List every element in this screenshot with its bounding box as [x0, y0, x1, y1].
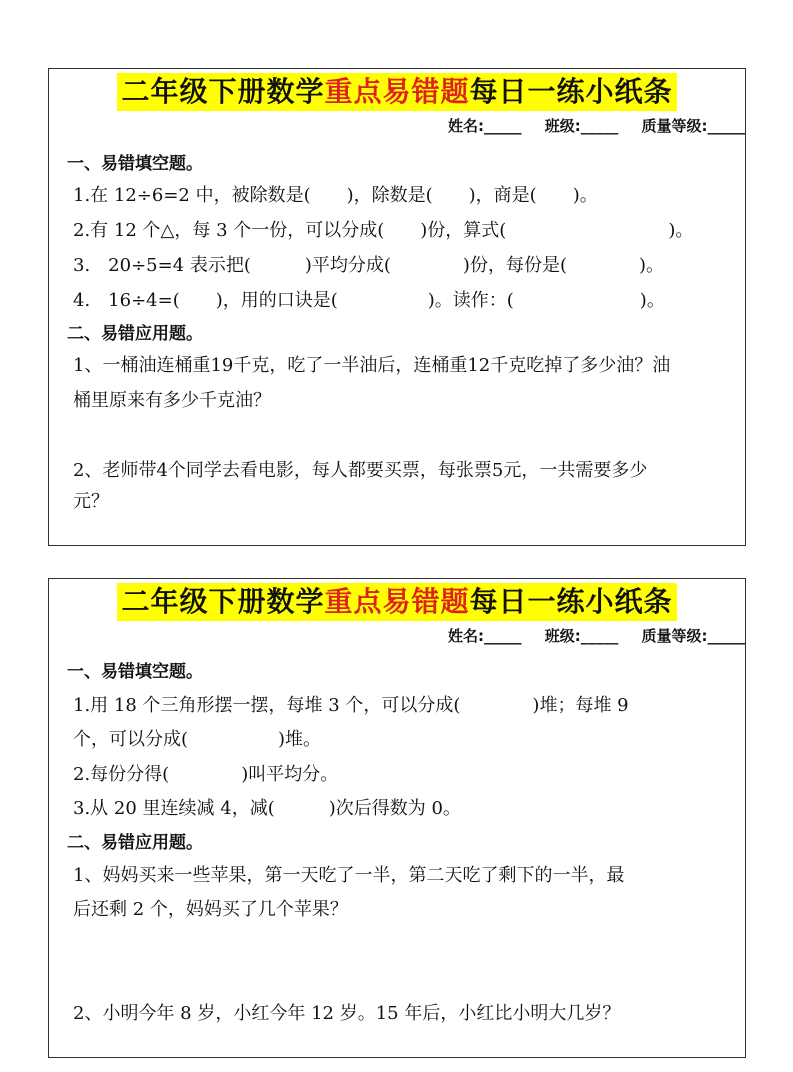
question-line: 3. 20÷5=4 表示把( )平均分成( )份，每份是( )。	[73, 255, 665, 276]
grade-field[interactable]: 质量等级:_____	[641, 627, 745, 645]
title-row	[49, 73, 745, 113]
section-heading-application: 二、易错应用题。	[67, 833, 203, 853]
title-suffix: 每日一练小纸条	[469, 75, 673, 108]
question-line: 后还剩 2 个，妈妈买了几个苹果？	[73, 899, 348, 920]
class-field[interactable]: 班级:_____	[544, 117, 619, 135]
question-line: 2.每份分得( )叫平均分。	[73, 764, 339, 785]
title-row	[49, 583, 745, 623]
title-highlight: 重点易错题	[324, 585, 470, 618]
worksheet-card-1	[48, 68, 746, 546]
question-line: 2、小明今年 8 岁，小红今年 12 岁。15 年后，小红比小明大几岁？	[73, 1003, 621, 1024]
name-field[interactable]: 姓名:_____	[448, 117, 522, 135]
grade-field[interactable]: 质量等级:_____	[641, 117, 745, 135]
title-prefix: 二年级下册数学	[121, 585, 325, 618]
question-line: 1、妈妈买来一些苹果，第一天吃了一半，第二天吃了剩下的一半，最	[73, 865, 625, 886]
section-heading-fill: 一、易错填空题。	[67, 154, 203, 174]
question-line: 个，可以分成( )堆。	[73, 729, 322, 750]
question-line: 2.有 12 个△，每 3 个一份，可以分成( )份，算式( )。	[73, 220, 694, 241]
worksheet-title	[117, 583, 676, 621]
class-field[interactable]: 班级:_____	[544, 627, 619, 645]
question-line: 1、一桶油连桶重19千克，吃了一半油后，连桶重12千克吃掉了多少油？油	[73, 355, 671, 376]
question-line: 4. 16÷4=( )，用的口诀是( )。读作：( )。	[73, 290, 665, 311]
title-highlight: 重点易错题	[324, 75, 470, 108]
question-line: 1.用 18 个三角形摆一摆，每堆 3 个，可以分成( )堆；每堆 9	[73, 695, 629, 716]
worksheet-title	[117, 73, 676, 111]
student-info-row	[430, 625, 745, 646]
question-line: 元？	[73, 491, 109, 512]
student-info-row	[430, 115, 745, 136]
name-field[interactable]: 姓名:_____	[448, 627, 522, 645]
worksheet-card-2	[48, 578, 746, 1058]
title-suffix: 每日一练小纸条	[469, 585, 673, 618]
question-line: 1.在 12÷6=2 中，被除数是( )，除数是( )，商是( )。	[73, 185, 598, 206]
section-heading-fill: 一、易错填空题。	[67, 662, 203, 682]
title-prefix: 二年级下册数学	[121, 75, 325, 108]
question-line: 桶里原来有多少千克油？	[73, 390, 271, 411]
section-heading-application: 二、易错应用题。	[67, 324, 203, 344]
question-line: 3.从 20 里连续减 4，减( )次后得数为 0。	[73, 798, 461, 819]
question-line: 2、老师带4个同学去看电影，每人都要买票，每张票5元，一共需要多少	[73, 460, 648, 481]
